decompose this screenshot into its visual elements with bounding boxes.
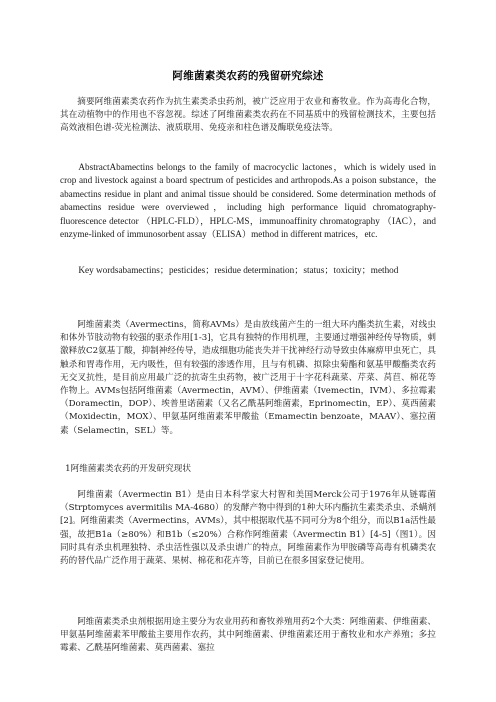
keywords: Key wordsabamectins；pesticides；residue determination；status；toxicity；method — [78, 265, 399, 275]
abstract-english: AbstractAbamectins belongs to the family of macrocyclic lactones，which is widely used in crop and livestock against a board spectrum of pesticides and arthropods.As a poison substance，the abamectins residue in plant and animal tissue should be considered. Some determination methods of abamectins residue were overviewed，including high performance liquid chromatography-fluorescence detector （HPLC-FLD），HPLC-MS，immunoaffinity chromatography （IAC），and enzyme-linked of immunosorbent assay（ELISA）method in different matrices，etc. — [60, 162, 436, 240]
intro-paragraph: 阿维菌素类（Avermectins，简称AVMs）是由放线菌产生的一组大环内酯类抗生素，对线虫和体外节肢动物有较强的驱杀作用[1-3]，它具有独特的作用机理，主要通过增强神经传导物质，刺激释放C2氨基丁酸，抑制神经传导，造成细胞功能丧失并干扰神经行动导致虫体麻痹甲虫死亡，具触杀和胃毒作用，无内吸性，但有较强的渗透作用，且与有机磷、拟除虫菊酯和氨基甲酸酯类农药无交叉抗性，是目前应用最广泛的抗寄生虫药物，被广泛用于十字花科蔬菜、芹菜、莴苣、棉花等作物上。AVMs包括阿维菌素（Avermectin，AVM）、伊维菌素（Ivemectin，IVM）、多拉霉素（Doramectin，DOP）、埃普里诺菌素（又名乙酰基阿维菌素，Eprinomectin，EP）、莫西菌素（Moxidectin，MOX）、甲氨基阿维菌素苯甲酸盐（Emamectin benzoate，MAAV）、塞拉菌素（Selamectin，SEL）等。 — [60, 320, 436, 436]
section-1-paragraph-2: 阿维菌素类杀虫剂根据用途主要分为农业用药和畜牧养殖用药2个大类：阿维菌素、伊维菌素、甲氨基阿维菌素苯甲酸盐主要用作农药，其中阿维菌素、伊维菌素还用于畜牧业和水产养殖；多拉霉素、乙酰基阿维菌素、莫西菌素、塞拉 — [60, 617, 436, 654]
abstract-chinese: 摘要阿维菌素类农药作为抗生素类杀虫药剂，被广泛应用于农业和畜牧业。作为高毒化合物，其在动植物中的作用也不容忽视。综述了阿维菌素类农药在不同基质中的残留检测技术，主要包括高效液相色谱-荧光检测法、液质联用、免疫亲和柱色谱及酶联免疫法等。 — [60, 97, 436, 134]
document-title: 阿维菌素类农药的残留研究综述 — [172, 70, 324, 82]
section-heading-1: 1阿维菌素类农药的开发研究现状 — [65, 464, 191, 474]
section-1-paragraph-1: 阿维菌素（Avermectin B1）是由日本科学家大村智和美国Merck公司于1976年从链霉菌（Strptomyces avermitilis MA-4680）的发酵产物中得到的1种大环内酯抗生素类杀虫、杀螨剂[2]。阿维菌素类（Avermectins，AVMs），其中根据取代基不同可分为8个组分，而以B1a活性最强，故把B1a（≥80%）和B1b（≤20%）合称作阿维菌素（Avermectin B1）[4-5]（图1）。因同时具有杀虫机理独特、杀虫活性强以及杀虫谱广的特点，阿维菌素作为甲胺磷等高毒有机磷类农药的替代品广泛作用于蔬菜、果树、棉花和花卉等，目前已在很多国家登记使用。 — [60, 490, 436, 567]
